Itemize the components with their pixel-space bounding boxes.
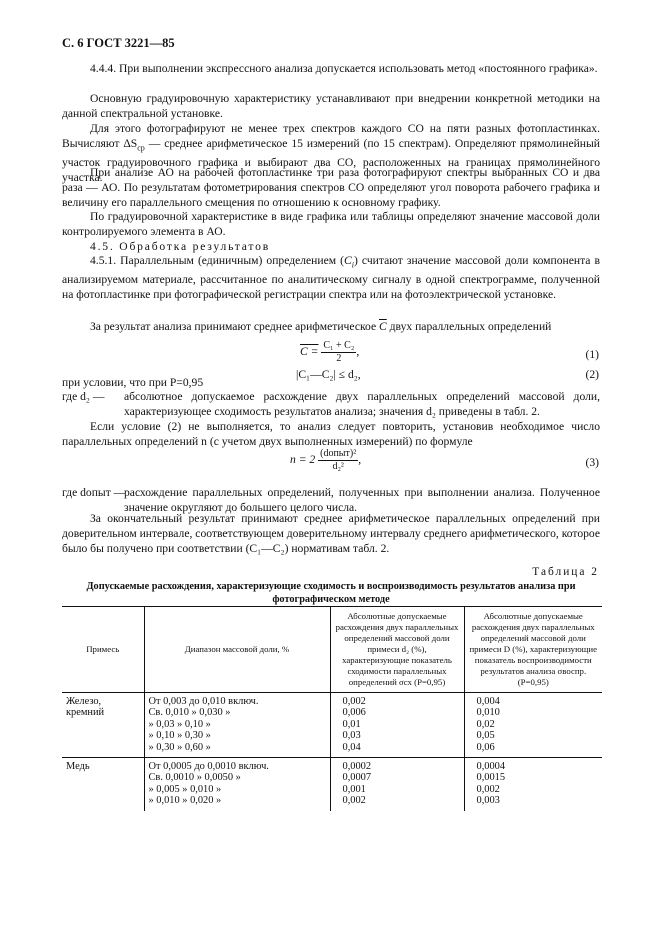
eq3-lhs: n = 2 (290, 453, 316, 467)
p8-text-b: двух параллельных определений (386, 320, 552, 333)
eq3-fraction (318, 448, 358, 473)
p8-var: $\overline{C}$ (379, 320, 387, 333)
header-d2: Абсолютные допускаемые расхождения двух параллельных определений массовой доли примеси d₂ (%), характеризующие показатель сходимости параллельных определений σсх (P=0,95) (330, 607, 464, 693)
D-value: 0,05 (476, 730, 495, 742)
eq1-fraction (321, 340, 356, 365)
range-value: Св. 0,0010 » 0,0050 » (148, 772, 241, 784)
d2-value: 0,03 (342, 730, 361, 742)
equation-3-number: (3) (585, 456, 599, 469)
definition-d2-text: абсолютное допускаемое расхождение двух параллельных определений массовой доли, характеризующее сходимость результатов анализа; значения d₂ приведены в табл. 2. (124, 390, 600, 418)
range-cell (144, 758, 330, 811)
eq1-tail: , (356, 345, 360, 359)
table-header-row (62, 607, 602, 693)
paragraph-repeat: Если условие (2) не выполняется, то анализ следует повторить, установив необходимое число параллельных определений n (с учетом двух выполненных измерений) по формуле (62, 420, 600, 448)
paragraph-4-4-4: 4.4.4. При выполнении экспрессного анализа допускается использовать метод «постоянного графика». (90, 62, 598, 75)
p3-text-b: — среднее арифметическое 15 измерений (по 15 спектрам). Определяют прямолинейный участок градуировочного графика и выбирают два СО, расположенных на границах прямолинейного участка. (62, 136, 600, 184)
eq3-denominator: d₂² (332, 461, 344, 472)
range-value: » 0,005 » 0,010 » (148, 783, 222, 795)
table-caption: Таблица 2 (532, 566, 599, 578)
d2-value: 0,0002 (342, 761, 372, 773)
range-value: От 0,0005 до 0,0010 включ. (148, 761, 269, 773)
range-cell (144, 693, 330, 758)
range-value: От 0,003 до 0,010 включ. (148, 696, 259, 707)
equation-1 (300, 340, 359, 365)
range-value: » 0,03 » 0,10 » (148, 718, 211, 730)
header-D: Абсолютные допускаемые расхождения двух параллельных определений массовой доли примеси D (%), характеризующие показатель воспроизводимости результатов анализа σвоспр. (P=0,95) (464, 607, 602, 693)
paragraph-analysis: При анализе АО на рабочей фотопластинке три раза фотографируют спектры выбранных СО и два раза — АО. По результатам фотометрирования спектров СО определяют угол поворота рабочего графика и величину его параллельного смещения по отношению к основному графику. (62, 166, 600, 209)
p7-text-a: 4.5.1. Параллельным (единичным) определением ( (90, 254, 345, 267)
impurity-name (62, 758, 144, 811)
d2-value: 0,0007 (342, 772, 372, 784)
paragraph-calibration: Основную градуировочную характеристику устанавливают при внедрении конкретной методики на данной спектральной установке. (62, 92, 600, 120)
eq1-numerator: C₁ + C₂ (323, 340, 355, 351)
p7-text-b: ) считают значение массовой доли компонента в анализируемом материале, рассчитанное по аналитическому сигналу в одной спектрограмме, полученной на фотопластинке при фотографической регистрации спектра или на фотоэлектрической установке. (62, 254, 600, 301)
eq3-numerator: (dопыт)² (320, 448, 357, 459)
d2-value: 0,04 (342, 741, 361, 753)
D-cell (464, 758, 602, 811)
D-value: 0,010 (476, 707, 500, 719)
equation-1-number: (1) (585, 348, 599, 361)
range-value: » 0,010 » 0,020 » (148, 795, 222, 807)
d2-cell (330, 693, 464, 758)
p8-text-a: За результат анализа принимают среднее арифметическое (90, 320, 379, 333)
d2-value: 0,001 (342, 783, 366, 795)
D-value: 0,002 (476, 783, 500, 795)
tolerance-table (62, 606, 602, 811)
p7-var: C (344, 254, 352, 267)
definition-d2-label: где d₂ — (62, 390, 105, 403)
equation-3 (290, 448, 361, 473)
table-row (62, 693, 602, 758)
eq1-lhs: C = (300, 345, 319, 359)
table-row (62, 758, 602, 811)
paragraph-determine: По градуировочной характеристике в виде графика или таблицы определяют значение массовой доли контролируемого элемента в АО. (62, 210, 600, 238)
equation-2-number: (2) (585, 368, 599, 381)
eq3-tail: , (358, 453, 362, 467)
paragraph-result (62, 320, 600, 335)
d2-value: 0,002 (342, 696, 366, 707)
D-value: 0,02 (476, 718, 495, 730)
page-header: С. 6 ГОСТ 3221—85 (62, 36, 175, 50)
range-value: » 0,30 » 0,60 » (148, 741, 211, 753)
p3-subscript: ср (137, 143, 145, 153)
paragraph-4-5-1 (62, 254, 600, 303)
definition-d2 (62, 390, 600, 420)
d2-value: 0,006 (342, 707, 366, 719)
p7-sub: i (351, 260, 354, 270)
D-value: 0,06 (476, 741, 495, 753)
p3-text-a: Для этого фотографируют не менее трех спектров каждого СО на пяти разных фотопластинках. Вычисляют ΔS (62, 122, 600, 150)
impurity-name-line: кремний (66, 707, 105, 719)
d2-value: 0,01 (342, 718, 361, 730)
impurity-name-line: Медь (66, 761, 90, 773)
D-value: 0,003 (476, 795, 500, 807)
equation-2: |C₁—C₂| ≤ d₂, (296, 368, 361, 381)
definition-d-exp-text: расхождение параллельных определений, полученных при выполнении анализа. Полученное значение округляют до большего целого числа. (124, 486, 600, 514)
impurity-name (62, 693, 144, 758)
range-value: » 0,10 » 0,30 » (148, 730, 211, 742)
definition-d-exp-label: где dопыт — (62, 486, 126, 499)
D-value: 0,004 (476, 696, 500, 707)
section-heading-4-5: 4.5. Обработка результатов (90, 240, 270, 253)
paragraph-final: За окончательный результат принимают среднее арифметическое параллельных определений при доверительном интервале, соответствующем доверительному интервалу среднего арифметического, которое было бы получено при соответствии (C₁—C₂) нормативам табл. 2. (62, 512, 600, 555)
d2-cell (330, 758, 464, 811)
impurity-name-line: Железо, (66, 696, 102, 707)
header-range: Диапазон массовой доли, % (144, 607, 330, 693)
table-title: Допускаемые расхождения, характеризующие сходимость и воспроизводимость результатов анализа при фотографическом методе (86, 581, 576, 605)
eq1-denominator: 2 (336, 353, 342, 364)
header-impurity: Примесь (62, 607, 144, 693)
D-cell (464, 693, 602, 758)
d2-value: 0,002 (342, 795, 366, 807)
D-value: 0,0015 (476, 772, 506, 784)
D-value: 0,0004 (476, 761, 506, 773)
paragraph-condition: при условии, что при P=0,95 (62, 376, 204, 389)
range-value: Св. 0,010 » 0,030 » (148, 707, 231, 719)
